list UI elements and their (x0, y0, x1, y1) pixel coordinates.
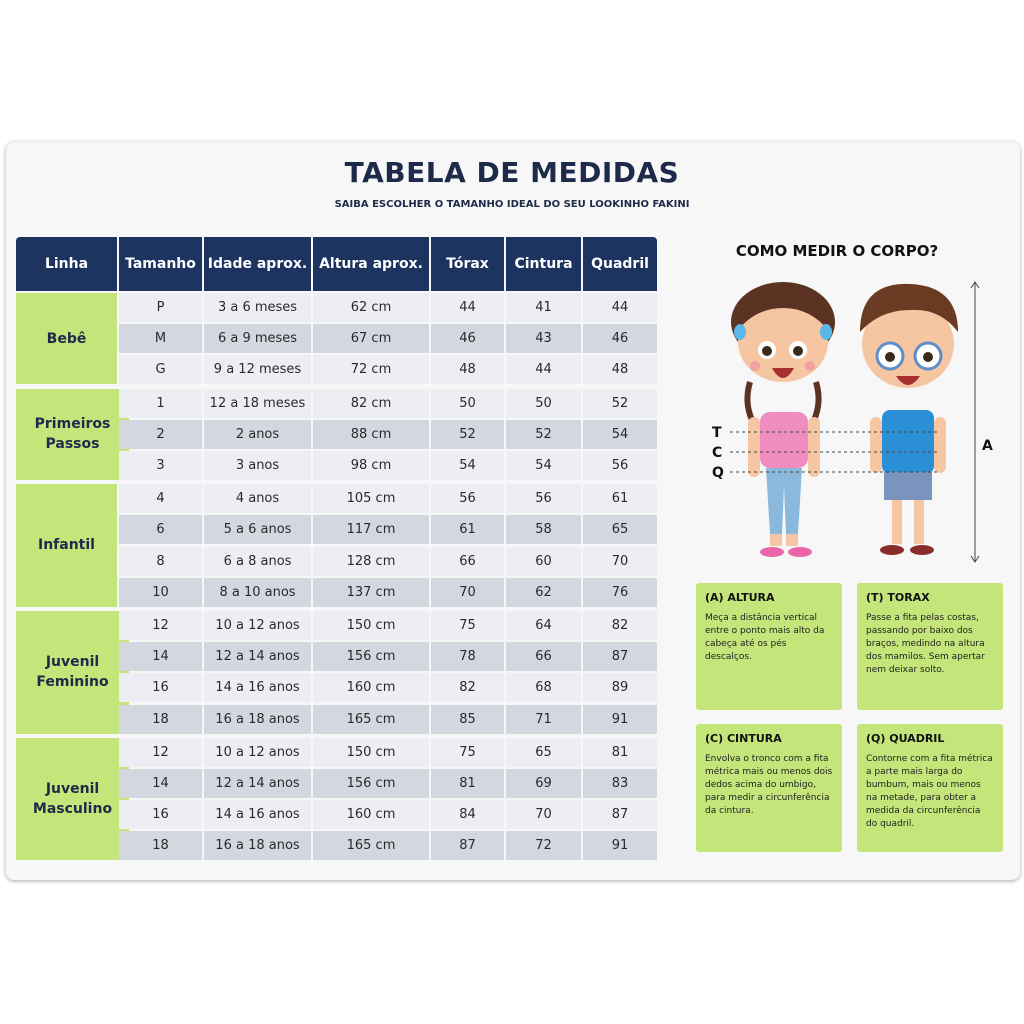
table-cell: 12 a 14 anos (204, 642, 311, 671)
table-cell: 16 (119, 800, 202, 829)
table-cell: 81 (583, 738, 657, 767)
page-title: TABELA DE MEDIDAS (344, 156, 680, 189)
table-cell: 58 (506, 515, 581, 544)
column-header: Cintura (506, 237, 581, 291)
table-cell: 87 (431, 831, 504, 860)
table-cell: 50 (431, 389, 504, 418)
letter-t: T (712, 425, 722, 441)
group-label: Primeiros Passos (16, 389, 129, 480)
table-cell: 8 a 10 anos (204, 578, 311, 607)
table-cell: 88 cm (313, 420, 429, 449)
column-header: Idade aprox. (204, 237, 311, 291)
table-cell: 10 a 12 anos (204, 738, 311, 767)
table-cell: 43 (506, 324, 581, 353)
table-cell: 16 a 18 anos (204, 831, 311, 860)
table-cell: 52 (431, 420, 504, 449)
table-cell: 10 a 12 anos (204, 611, 311, 640)
table-cell: 82 (583, 611, 657, 640)
table-cell: 12 (119, 738, 202, 767)
table-cell: 54 (431, 451, 504, 480)
table-cell: 60 (506, 547, 581, 576)
table-cell: 5 a 6 anos (204, 515, 311, 544)
table-cell: 52 (583, 389, 657, 418)
torax-text: Passe a fita pelas costas, passando por baixo dos braços, medindo na altura dos mamilos. Sem apertar nem deixar solto. (866, 613, 985, 675)
table-cell: 8 (119, 547, 202, 576)
how-to-measure-title: COMO MEDIR O CORPO? (735, 242, 939, 260)
letter-a: A (982, 438, 993, 454)
table-cell: 44 (583, 293, 657, 322)
table-cell: 105 cm (313, 484, 429, 513)
table-cell: 6 a 8 anos (204, 547, 311, 576)
table-cell: P (119, 293, 202, 322)
table-cell: 89 (583, 673, 657, 702)
table-cell: 91 (583, 705, 657, 734)
table-cell: 44 (431, 293, 504, 322)
column-header: Altura aprox. (313, 237, 429, 291)
table-cell: 3 anos (204, 451, 311, 480)
table-cell: G (119, 355, 202, 384)
column-header: Linha (16, 237, 117, 291)
table-cell: 54 (506, 451, 581, 480)
table-cell: 82 (431, 673, 504, 702)
table-cell: 137 cm (313, 578, 429, 607)
table-cell: 68 (506, 673, 581, 702)
table-cell: 160 cm (313, 673, 429, 702)
column-header: Quadril (583, 237, 657, 291)
table-cell: 44 (506, 355, 581, 384)
torax-box (857, 583, 1003, 710)
table-cell: 156 cm (313, 642, 429, 671)
table-cell: 56 (583, 451, 657, 480)
table-cell: 65 (506, 738, 581, 767)
table-cell: 160 cm (313, 800, 429, 829)
cintura-box (696, 724, 842, 852)
page-subtitle: SAIBA ESCOLHER O TAMANHO IDEAL DO SEU LOOKINHO FAKINI (334, 199, 690, 210)
table-cell: 62 (506, 578, 581, 607)
table-cell: 91 (583, 831, 657, 860)
table-cell: 4 (119, 484, 202, 513)
table-cell: 70 (506, 800, 581, 829)
table-cell: 10 (119, 578, 202, 607)
altura-box (696, 583, 842, 710)
table-cell: 65 (583, 515, 657, 544)
table-cell: 56 (506, 484, 581, 513)
table-cell: 46 (583, 324, 657, 353)
kids-measurement-illustration (700, 272, 1000, 572)
cintura-text: Envolva o tronco com a fita métrica mais ou menos dois dedos acima do umbigo, para medir a circunferência da cintura. (705, 754, 833, 816)
table-cell: 14 a 16 anos (204, 800, 311, 829)
table-cell: 128 cm (313, 547, 429, 576)
table-cell: 3 (119, 451, 202, 480)
column-header: Tamanho (119, 237, 202, 291)
table-cell: 78 (431, 642, 504, 671)
table-cell: 76 (583, 578, 657, 607)
table-cell: 2 anos (204, 420, 311, 449)
table-cell: 75 (431, 738, 504, 767)
table-cell: 54 (583, 420, 657, 449)
table-cell: 156 cm (313, 769, 429, 798)
table-cell: 16 a 18 anos (204, 705, 311, 734)
table-cell: 66 (431, 547, 504, 576)
table-cell: 165 cm (313, 831, 429, 860)
table-cell: 46 (431, 324, 504, 353)
table-cell: 165 cm (313, 705, 429, 734)
altura-title: (A) ALTURA (705, 591, 775, 604)
table-cell: 72 cm (313, 355, 429, 384)
column-header: Tórax (431, 237, 504, 291)
table-cell: 150 cm (313, 611, 429, 640)
group-label: Juvenil Masculino (16, 738, 129, 861)
cintura-title: (C) CINTURA (705, 732, 782, 745)
table-cell: 98 cm (313, 451, 429, 480)
table-cell: 61 (431, 515, 504, 544)
table-cell: 87 (583, 800, 657, 829)
table-cell: 67 cm (313, 324, 429, 353)
table-cell: 71 (506, 705, 581, 734)
table-cell: 1 (119, 389, 202, 418)
letter-q: Q (712, 465, 724, 481)
table-cell: 66 (506, 642, 581, 671)
quadril-box (857, 724, 1003, 852)
table-cell: 75 (431, 611, 504, 640)
boy-icon (860, 284, 958, 555)
table-cell: 150 cm (313, 738, 429, 767)
table-cell: 18 (119, 705, 202, 734)
table-cell: 70 (583, 547, 657, 576)
table-cell: 12 a 18 meses (204, 389, 311, 418)
table-cell: 48 (583, 355, 657, 384)
table-cell: 48 (431, 355, 504, 384)
table-cell: 56 (431, 484, 504, 513)
table-cell: 16 (119, 673, 202, 702)
table-cell: 9 a 12 meses (204, 355, 311, 384)
table-cell: 81 (431, 769, 504, 798)
quadril-title: (Q) QUADRIL (866, 732, 945, 745)
table-cell: 14 a 16 anos (204, 673, 311, 702)
table-cell: 14 (119, 642, 202, 671)
girl-icon (731, 282, 835, 557)
table-cell: 72 (506, 831, 581, 860)
table-cell: M (119, 324, 202, 353)
table-cell: 4 anos (204, 484, 311, 513)
group-label: Infantil (16, 484, 117, 607)
table-cell: 84 (431, 800, 504, 829)
table-cell: 12 (119, 611, 202, 640)
table-cell: 82 cm (313, 389, 429, 418)
table-cell: 50 (506, 389, 581, 418)
table-cell: 117 cm (313, 515, 429, 544)
altura-text: Meça a distância vertical entre o ponto mais alto da cabeça até os pés descalços. (705, 613, 825, 662)
torax-title: (T) TORAX (866, 591, 930, 604)
table-cell: 52 (506, 420, 581, 449)
table-cell: 70 (431, 578, 504, 607)
table-cell: 18 (119, 831, 202, 860)
table-cell: 6 (119, 515, 202, 544)
table-cell: 41 (506, 293, 581, 322)
table-cell: 87 (583, 642, 657, 671)
table-cell: 61 (583, 484, 657, 513)
group-label: Bebê (16, 293, 117, 384)
table-cell: 85 (431, 705, 504, 734)
table-cell: 64 (506, 611, 581, 640)
letter-c: C (712, 445, 723, 461)
table-cell: 69 (506, 769, 581, 798)
table-cell: 14 (119, 769, 202, 798)
table-cell: 3 a 6 meses (204, 293, 311, 322)
table-cell: 2 (119, 420, 202, 449)
table-cell: 6 a 9 meses (204, 324, 311, 353)
table-cell: 83 (583, 769, 657, 798)
quadril-text: Contorne com a fita métrica a parte mais larga do bumbum, mais ou menos na metade, para obter a medida da circunferência do quadril. (866, 754, 993, 829)
table-cell: 62 cm (313, 293, 429, 322)
group-label: Juvenil Feminino (16, 611, 129, 734)
table-cell: 12 a 14 anos (204, 769, 311, 798)
